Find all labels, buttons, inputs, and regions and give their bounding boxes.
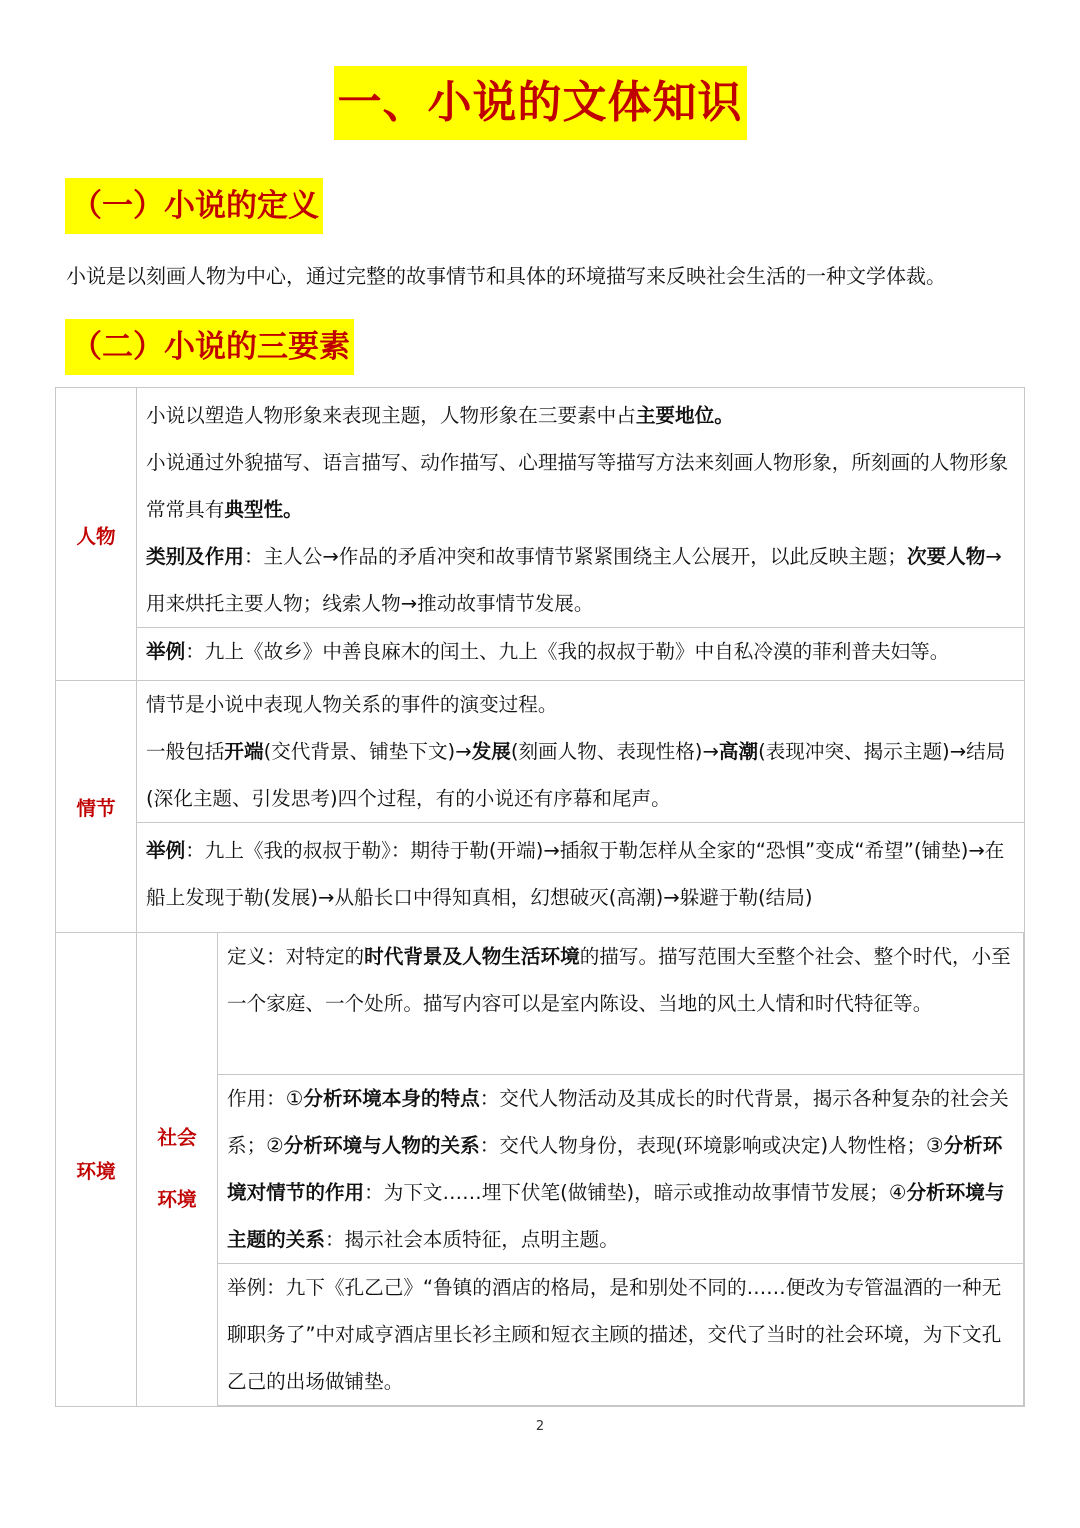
qingjie-content (137, 681, 1025, 823)
huanjing-example: 举例：九下《孔乙己》“鲁镇的酒店的格局，是和别处不同的……便改为专管温酒的一种无聊职务了”中对咸亨酒店里长衫主顾和短衣主顾的描述，交代了当时的社会环境，为下文孔乙己的出场做铺垫。 (218, 1263, 1024, 1405)
label-social-environment: 社会 环境 (137, 933, 218, 1407)
section-heading-three-elements: （二）小说的三要素 (65, 319, 354, 375)
renwu-paragraph-1: 小说以塑造人物形象来表现主题，人物形象在三要素中占主要地位。 (146, 404, 734, 427)
qingjie-example: 举例：九上《我的叔叔于勒》：期待于勒(开端)→插叙于勒怎样从全家的“恐惧”变成“希望”(铺垫)→在船上发现于勒(发展)→从船长口中得知真相，幻想破灭(高潮)→躲避于勒(结局) (137, 823, 1025, 933)
label-renwu: 人物 (56, 388, 137, 681)
huanjing-definition: 定义：对特定的时代背景及人物生活环境的描写。描写范围大至整个社会、整个时代，小至一个家庭、一个处所。描写内容可以是室内陈设、当地的风土人情和时代特征等。 (218, 933, 1024, 1074)
title-container (0, 66, 1080, 140)
table-row-huanjing (56, 933, 1025, 1407)
table-row-qingjie (56, 681, 1025, 823)
renwu-example: 举例：九上《故乡》中善良麻木的闰土、九上《我的叔叔于勒》中自私冷漠的菲利普夫妇等。 (137, 628, 1025, 681)
label-huanjing: 环境 (56, 933, 137, 1407)
table-row-qingjie-example (56, 823, 1025, 933)
label-qingjie: 情节 (56, 681, 137, 933)
page-number: 2 (535, 1419, 545, 1434)
renwu-paragraph-3: 类别及作用：主人公→作品的矛盾冲突和故事情节紧紧围绕主人公展开，以此反映主题；次要人物→用来烘托主要人物；线索人物→推动故事情节发展。 (146, 545, 1002, 615)
qingjie-paragraph-1: 情节是小说中表现人物关系的事件的演变过程。 (146, 693, 558, 716)
three-elements-table (55, 387, 1025, 1407)
renwu-paragraph-2: 小说通过外貌描写、语言描写、动作描写、心理描写等描写方法来刻画人物形象，所刻画的人物形象常常具有典型性。 (146, 451, 1009, 521)
section-heading-definition: （一）小说的定义 (65, 178, 323, 234)
huanjing-content (218, 933, 1025, 1407)
table-row-renwu-example (56, 628, 1025, 681)
renwu-content (137, 388, 1025, 628)
qingjie-paragraph-2: 一般包括开端(交代背景、铺垫下文)→发展(刻画人物、表现性格)→高潮(表现冲突、揭示主题)→结局(深化主题、引发思考)四个过程，有的小说还有序幕和尾声。 (146, 740, 1006, 810)
huanjing-function: 作用：①分析环境本身的特点：交代人物活动及其成长的时代背景，揭示各种复杂的社会关系；②分析环境与人物的关系：交代人物身份，表现(环境影响或决定)人物性格；③分析环境对情节的作用：为下文……埋下伏笔(做铺垫)，暗示或推动故事情节发展；④分析环境与主题的关系：揭示社会本质特征，点明主题。 (218, 1074, 1024, 1263)
page-title: 一、小说的文体知识 (334, 66, 747, 140)
table-row-renwu (56, 388, 1025, 628)
definition-text: 小说是以刻画人物为中心，通过完整的故事情节和具体的环境描写来反映社会生活的一种文学体裁。 (66, 264, 946, 288)
